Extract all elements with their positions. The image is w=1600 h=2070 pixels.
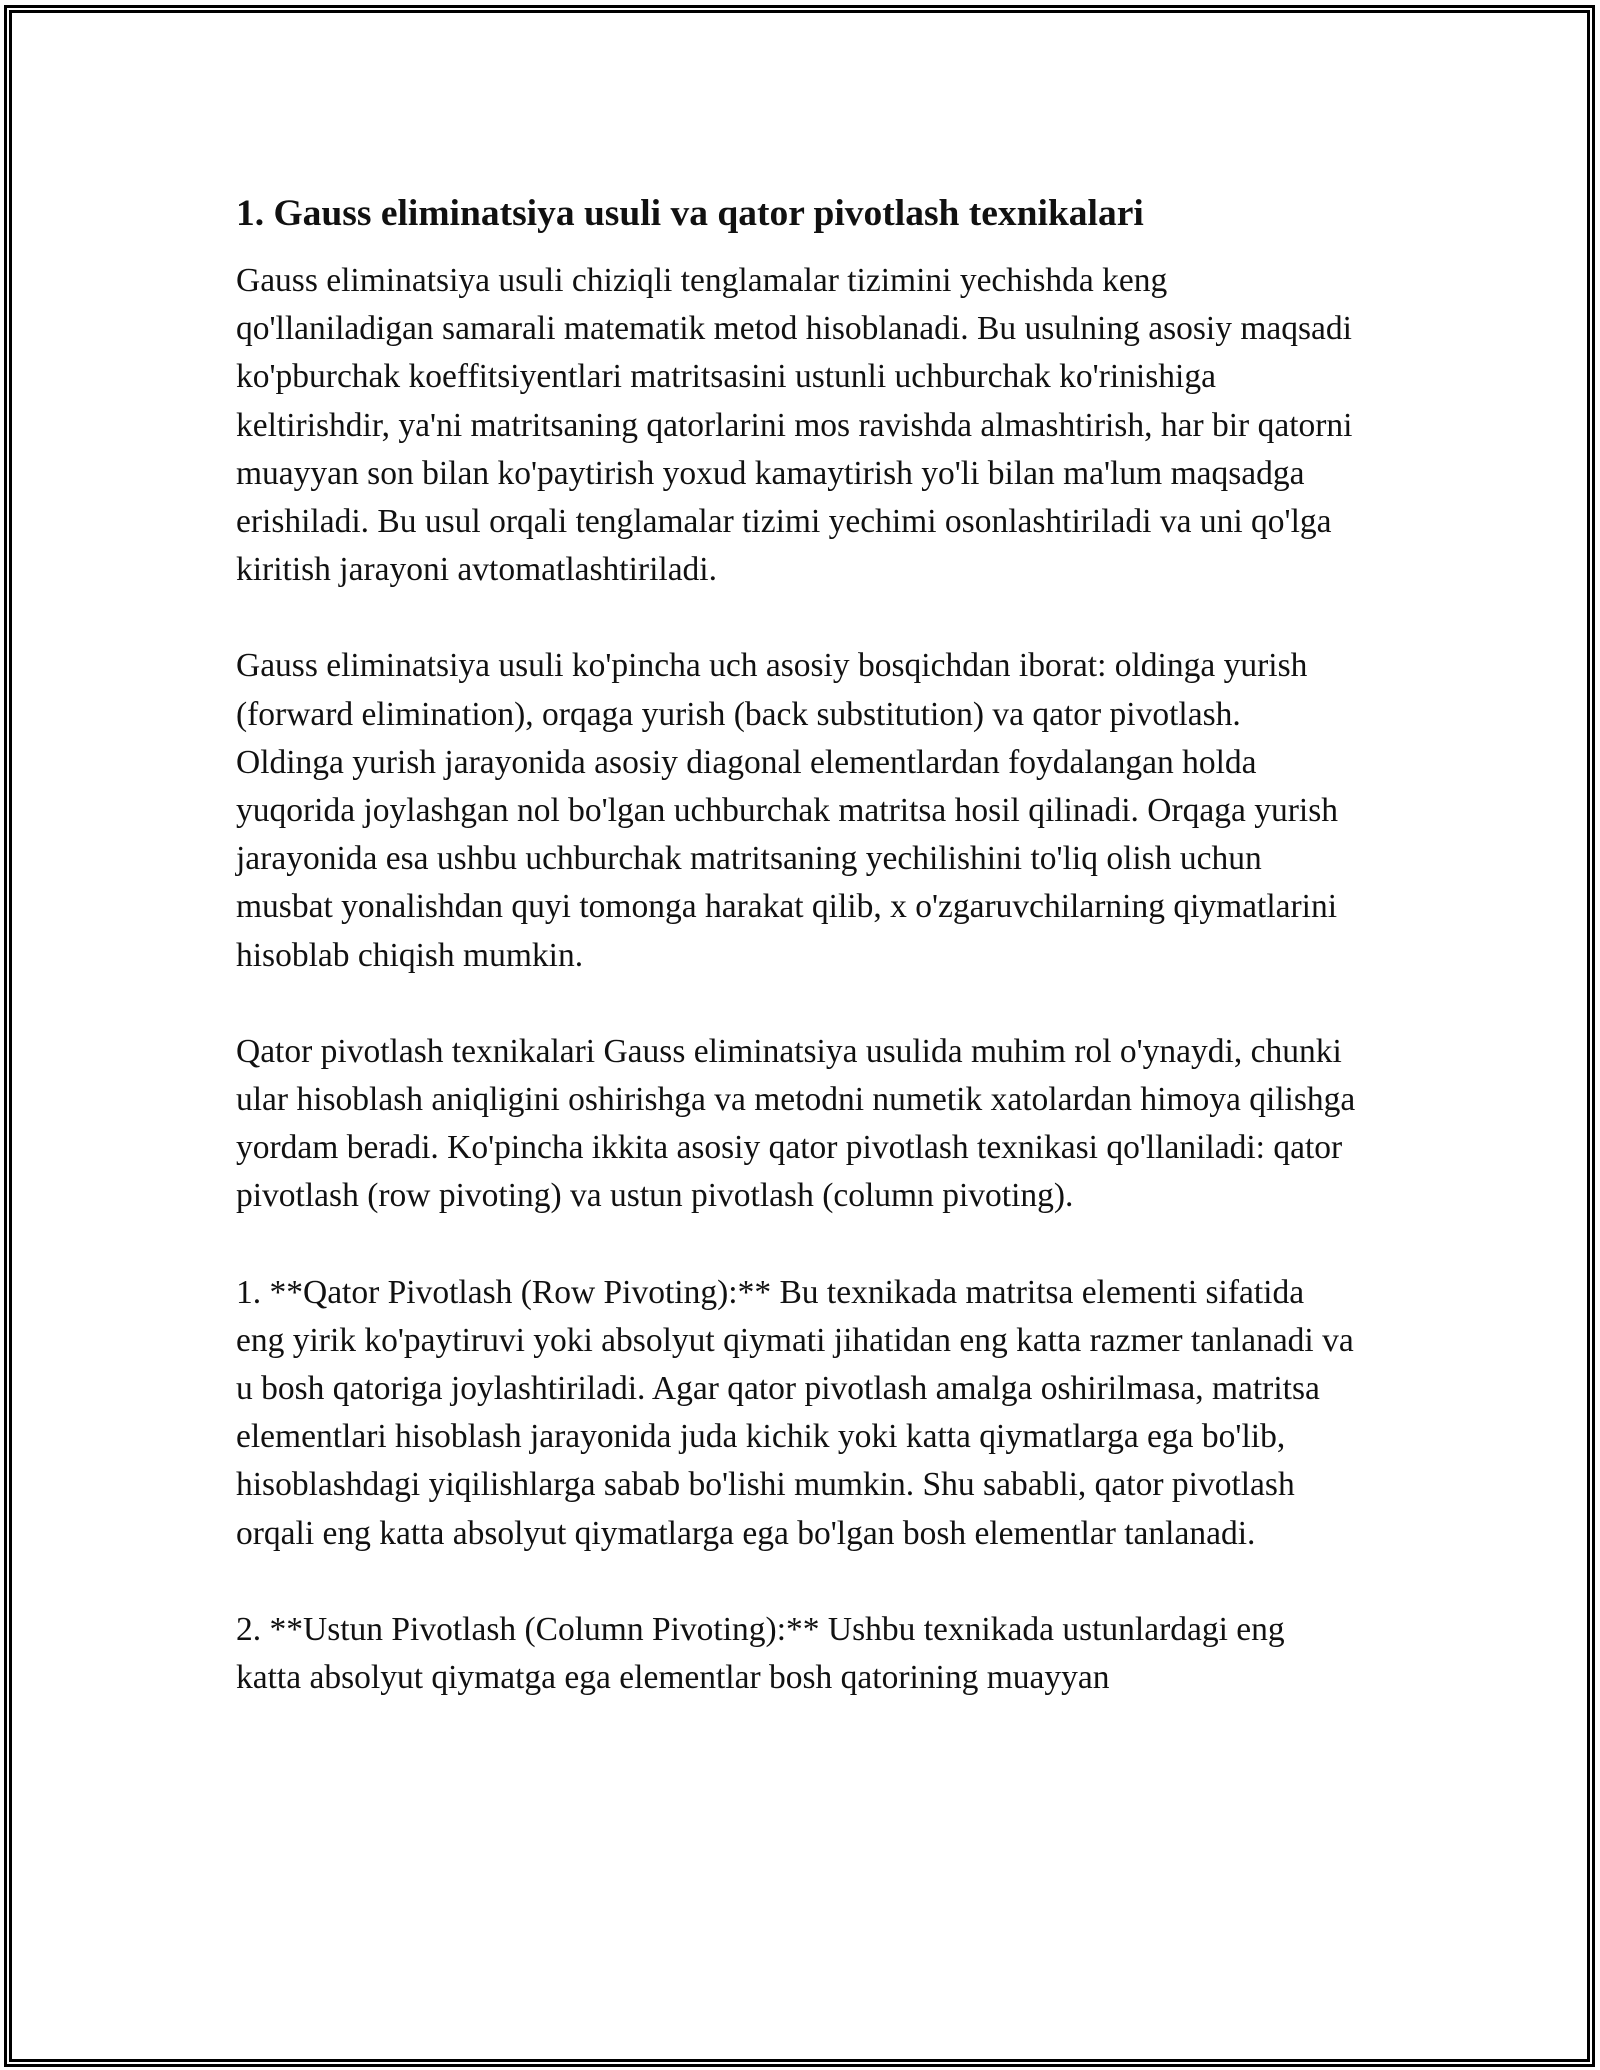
paragraph-column-pivoting: 2. **Ustun Pivotlash (Column Pivoting):** Ushbu texnikada ustunlardagi eng katta absolyut qiymatga ega elementlar bosh qatorining muayyan [236, 1610, 1285, 1697]
document-body [236, 188, 1356, 1702]
paragraph-row-pivoting: 1. **Qator Pivotlash (Row Pivoting):** Bu texnikada matritsa elementi sifatida eng yirik ko'paytiruvi yoki absolyut qiymati jihatidan eng katta razmer tanlanadi va u bosh qatoriga joylashtiriladi. Agar qator pivotlash amalga oshirilmasa, matritsa elementlari hisoblash jarayonida juda kichik yoki katta qiymatlarga ega bo'lib, hisoblashdagi yiqilishlarga sabab bo'lishi mumkin. Shu sababli, qator pivotlash orqali eng katta absolyut qiymatlarga ega bo'lgan bosh elementlar tanlanadi. [236, 1273, 1354, 1552]
section-heading: 1. Gauss eliminatsiya usuli va qator pivotlash texnikalari [236, 193, 1144, 234]
paragraph-stages: Gauss eliminatsiya usuli ko'pincha uch asosiy bosqichdan iborat: oldinga yurish (forward elimination), orqaga yurish (back substitution) va qator pivotlash. Oldinga yurish jarayonida asosiy diagonal elementlardan foydalangan holda yuqorida joylashgan nol bo'lgan uchburchak matritsa hosil qilinadi. Orqaga yurish jarayonida esa ushbu uchburchak matritsaning yechilishini to'liq olish uchun musbat yonalishdan quyi tomonga harakat qilib, x o'zgaruvchilarning qiymatlarini hisoblab chiqish mumkin. [236, 647, 1338, 974]
paragraph-intro: Gauss eliminatsiya usuli chiziqli tenglamalar tizimini yechishda keng qo'llaniladigan samarali matematik metod hisoblanadi. Bu usulning asosiy maqsadi ko'pburchak koeffitsiyentlari matritsasini ustunli uchburchak ko'rinishiga keltirishdir, ya'ni matritsaning qatorlarini mos ravishda almashtirish, har bir qatorni muayyan son bilan ko'paytirish yoxud kamaytirish yo'li bilan ma'lum maqsadga erishiladi. Bu usul orqali tenglamalar tizimi yechimi osonlashtiriladi va uni qo'lga kiritish jarayoni avtomatlashtiriladi. [236, 262, 1353, 589]
paragraph-pivoting-techniques: Qator pivotlash texnikalari Gauss eliminatsiya usulida muhim rol o'ynaydi, chunki ular hisoblash aniqligini oshirishga va metodni numetik xatolardan himoya qilishga yordam beradi. Ko'pincha ikkita asosiy qator pivotlash texnikasi qo'llaniladi: qator pivotlash (row pivoting) va ustun pivotlash (column pivoting). [236, 1032, 1356, 1215]
